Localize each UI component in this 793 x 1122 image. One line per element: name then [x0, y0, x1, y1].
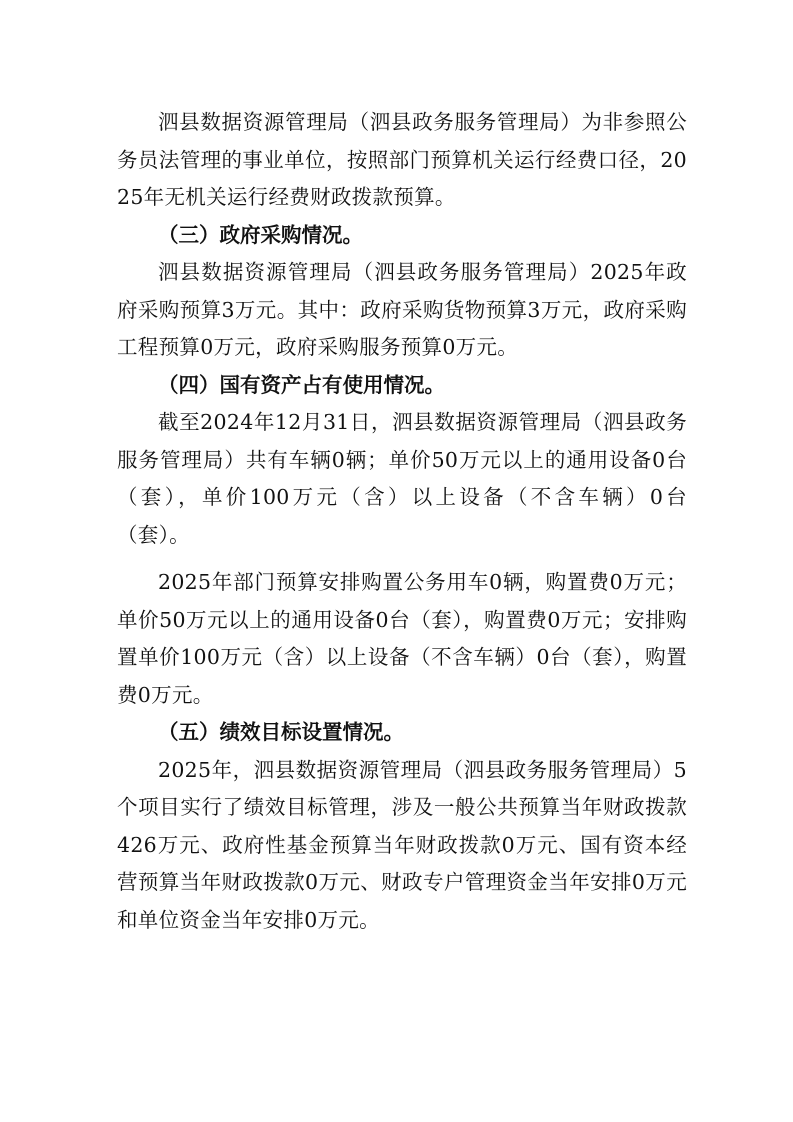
heading-performance-targets: （五）绩效目标设置情况。: [158, 720, 404, 744]
heading-government-procurement: （三）政府采购情况。: [158, 222, 363, 247]
heading-state-assets: （四）国有资产占有使用情况。: [158, 372, 445, 397]
document-body: [117, 104, 687, 939]
paragraph-asset-purchase-plan: 2025年部门预算安排购置公务用车0辆，购置费0万元；单价50万元以上的通用设备0台（套），购置费0万元；安排购置单价100万元（含）以上设备（不含车辆）0台（套），购置费0万元。: [117, 570, 687, 707]
paragraph-operating-expenses: 泗县数据资源管理局（泗县政务服务管理局）为非参照公务员法管理的事业单位，按照部门预算机关运行经费口径，2025年无机关运行经费财政拨款预算。: [117, 110, 687, 209]
paragraph-state-assets: 截至2024年12月31日，泗县数据资源管理局（泗县政务服务管理局）共有车辆0辆；单价50万元以上的通用设备0台（套），单价100万元（含）以上设备（不含车辆）0台（套）。: [117, 410, 687, 547]
paragraph-performance-targets: 2025年，泗县数据资源管理局（泗县政务服务管理局）5个项目实行了绩效目标管理，涉及一般公共预算当年财政拨款426万元、政府性基金预算当年财政拨款0万元、国有资本经营预算当年财政拨款0万元、财政专户管理资金当年安排0万元和单位资金当年安排0万元。: [117, 757, 687, 932]
paragraph-government-procurement: 泗县数据资源管理局（泗县政务服务管理局）2025年政府采购预算3万元。其中：政府采购货物预算3万元，政府采购工程预算0万元，政府采购服务预算0万元。: [117, 260, 687, 359]
